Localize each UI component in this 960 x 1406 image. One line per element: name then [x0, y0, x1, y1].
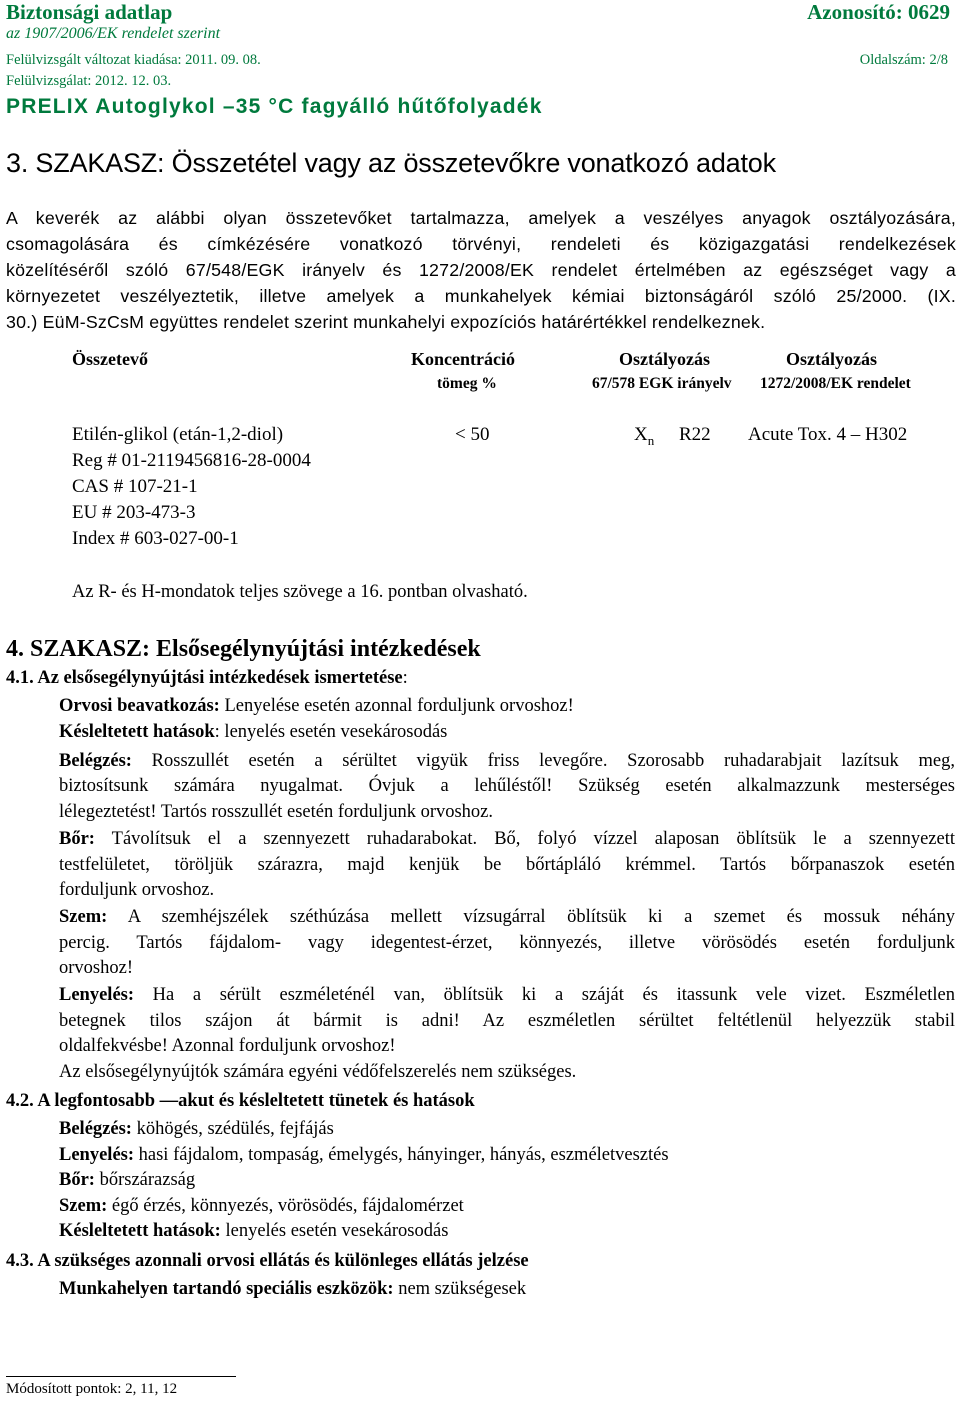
component-cas: CAS # 107-21-1	[72, 476, 198, 497]
component-eu: EU # 203-473-3	[72, 502, 196, 523]
text: égő érzés, könnyezés, vörösödés, fájdalomérzet	[107, 1195, 464, 1216]
header-component: Összetevő	[72, 349, 148, 369]
subsection-4-1-body	[59, 694, 955, 745]
label: Munkahelyen tartandó speciális eszközök:	[59, 1279, 394, 1299]
label: Szem:	[59, 907, 108, 927]
subsection-number: 4.3.	[6, 1251, 34, 1271]
line: percig. Tartós fájdalom- vagy idegentest-érzet, könnyezés, illetve vörösödés esetén forduljunk	[59, 932, 955, 953]
intro-line: közelítéséről szóló 67/548/EGK irányelv és 1272/2008/EK rendelet értelmében az egészséget vagy a	[6, 260, 956, 280]
clp-classification: Acute Tox. 4 – H302	[748, 424, 908, 445]
subsection-4-2-heading	[6, 1091, 475, 1112]
label: Lenyelés:	[59, 1144, 135, 1165]
header-classification-1: Osztályozás	[619, 349, 710, 369]
document-identifier: Azonosító: 0629	[807, 0, 950, 24]
text: hasi fájdalom, tompaság, émelygés, hányinger, hányás, eszméletvesztés	[134, 1144, 669, 1165]
line	[59, 749, 955, 775]
component-index: Index # 603-027-00-1	[72, 528, 239, 549]
special-tools-line	[59, 1277, 955, 1303]
eye-block	[59, 905, 955, 982]
revised-edition: Felülvizsgált változat kiadása: 2011. 09. 08.	[6, 52, 261, 68]
line	[59, 983, 955, 1009]
modified-points: Módosított pontok: 2, 11, 12	[6, 1381, 178, 1397]
subsection-title: A legfontosabb —akut és késleltetett tünetek és hatások	[37, 1091, 475, 1111]
symptom-ingestion	[59, 1143, 955, 1169]
subsection-4-2-body	[59, 1117, 955, 1245]
ingestion-block	[59, 983, 955, 1085]
subsection-number: 4.1.	[6, 668, 34, 688]
text: Lenyelése esetén azonnal forduljunk orvoshoz!	[219, 696, 574, 716]
text: lenyelés esetén vesekárosodás	[220, 1221, 449, 1241]
skin-block	[59, 827, 955, 904]
line: forduljunk orvoshoz.	[59, 880, 215, 900]
text: A szemhéjszélek széthúzása mellett vízsugárral öblítsük ki a szemet és mossuk néhány	[107, 907, 955, 927]
symptom-skin	[59, 1168, 955, 1194]
label: Belégzés:	[59, 751, 132, 771]
inhalation-block	[59, 749, 955, 775]
intro-line: A keverék az alábbi olyan összetevőket tartalmazza, amelyek a veszélyes anyagok osztályozására,	[6, 208, 956, 228]
symptom-eye	[59, 1194, 955, 1220]
phrases-note: Az R- és H-mondatok teljes szövege a 16. pontban olvasható.	[72, 582, 528, 602]
component-concentration: < 50	[455, 424, 490, 445]
text: Távolítsuk el a szennyezett ruhadarabokat. Bő, folyó vízzel alaposan öblítsük le a szennyezett	[94, 829, 955, 849]
header-concentration: Koncentráció	[411, 349, 515, 369]
subheader-classification-1: 67/578 EGK irányelv	[592, 375, 732, 392]
ppe-line: Az elsősegélynyújtók számára egyéni védőfelszerelés nem szükséges.	[59, 1061, 577, 1082]
subsection-title: A szükséges azonnali orvosi ellátás és különleges ellátás jelzése	[37, 1251, 529, 1271]
line: biztosítsunk számára nyugalmat. Óvjuk a lehűléstől! Szükség esetén alkalmazzunk mesterséges	[59, 776, 955, 796]
subheader-classification-2: 1272/2008/EK rendelet	[760, 375, 911, 392]
header-classification-2: Osztályozás	[786, 349, 877, 369]
label: Szem:	[59, 1195, 108, 1216]
text: : lenyelés esetén vesekárosodás	[214, 721, 448, 742]
subsection-title: Az elsősegélynyújtási intézkedések ismertetése	[37, 668, 403, 688]
subsection-4-1-heading	[6, 668, 408, 689]
subsection-4-3-body	[59, 1277, 955, 1303]
line: testfelületet, töröljük szárazra, majd kenjük be bőrtápláló krémmel. Tartós bőrpanaszok esetén	[59, 854, 955, 875]
line	[59, 827, 955, 853]
text: nem szükségesek	[393, 1279, 527, 1299]
label: Késleltetett hatások	[59, 721, 215, 742]
section3-intro	[6, 205, 956, 335]
doctor-line	[59, 694, 955, 720]
label: Késleltetett hatások:	[59, 1221, 221, 1241]
classification-symbol	[634, 424, 654, 449]
subheader-concentration: tömeg %	[437, 375, 497, 392]
risk-phrase: R22	[679, 424, 711, 445]
label: Orvosi beavatkozás:	[59, 696, 220, 716]
line: oldalfekvésbe! Azonnal forduljunk orvoshoz!	[59, 1036, 396, 1056]
regulation-reference: az 1907/2006/EK rendelet szerint	[6, 25, 221, 42]
hazard-symbol: X	[634, 424, 648, 445]
subsection-number: 4.2.	[6, 1091, 34, 1111]
line: lélegeztetést! Tartós rosszullét esetén forduljunk orvoshoz.	[59, 801, 494, 822]
delayed-line	[59, 720, 955, 746]
intro-line: környezetet veszélyeztetik, illetve amelyek a munkahelyek kémiai biztonságáról szóló 25/2000. (IX.	[6, 286, 956, 306]
document-title: Biztonsági adatlap	[6, 0, 173, 24]
symptom-delayed	[59, 1219, 955, 1245]
footer-divider	[6, 1376, 236, 1377]
component-reg: Reg # 01-2119456816-28-0004	[72, 450, 311, 471]
text: Rosszullét esetén a sérültet vigyük friss levegőre. Szorosabb ruhadarabjait lazítsuk meg,	[131, 751, 955, 771]
component-name: Etilén-glikol (etán-1,2-diol)	[72, 424, 284, 445]
intro-line: 30.) EüM-SzCsM együttes rendelet szerint munkahelyi expozíciós határértékkel rendelkeznek.	[6, 312, 766, 332]
label: Bőr:	[59, 829, 95, 849]
line: orvoshoz!	[59, 958, 133, 978]
subsection-4-3-heading	[6, 1251, 529, 1272]
label: Belégzés:	[59, 1119, 132, 1139]
text: Ha a sérült eszméleténél van, öblítsük ki a száját és itassunk vele vizet. Eszméletlen	[134, 985, 955, 1005]
label: Bőr:	[59, 1170, 95, 1190]
product-name: PRELIX Autoglykol –35 °C fagyálló hűtőfolyadék	[6, 95, 543, 118]
subsection-colon: :	[402, 668, 408, 688]
symptom-inhalation	[59, 1117, 955, 1143]
line: betegnek tilos szájon át bármit is adni! Az eszméletlen sérültet feltétlenül helyezzük stabil	[59, 1010, 955, 1031]
line	[59, 905, 955, 931]
page-number: Oldalszám: 2/8	[859, 52, 948, 68]
inhalation-cont	[59, 774, 955, 825]
text: köhögés, szédülés, fejfájás	[131, 1119, 334, 1139]
text: bőrszárazság	[94, 1170, 196, 1190]
section3-title: 3. SZAKASZ: Összetétel vagy az összetevőkre vonatkozó adatok	[6, 148, 776, 178]
revision-date: Felülvizsgálat: 2012. 12. 03.	[6, 73, 172, 89]
label: Lenyelés:	[59, 985, 135, 1005]
section4-title: 4. SZAKASZ: Elsősegélynyújtási intézkedések	[6, 636, 481, 662]
intro-line: csomagolására és címkézésére vonatkozó törvényi, rendeleti és közigazgatási rendelkezések	[6, 234, 956, 254]
hazard-symbol-subscript: n	[647, 432, 655, 448]
